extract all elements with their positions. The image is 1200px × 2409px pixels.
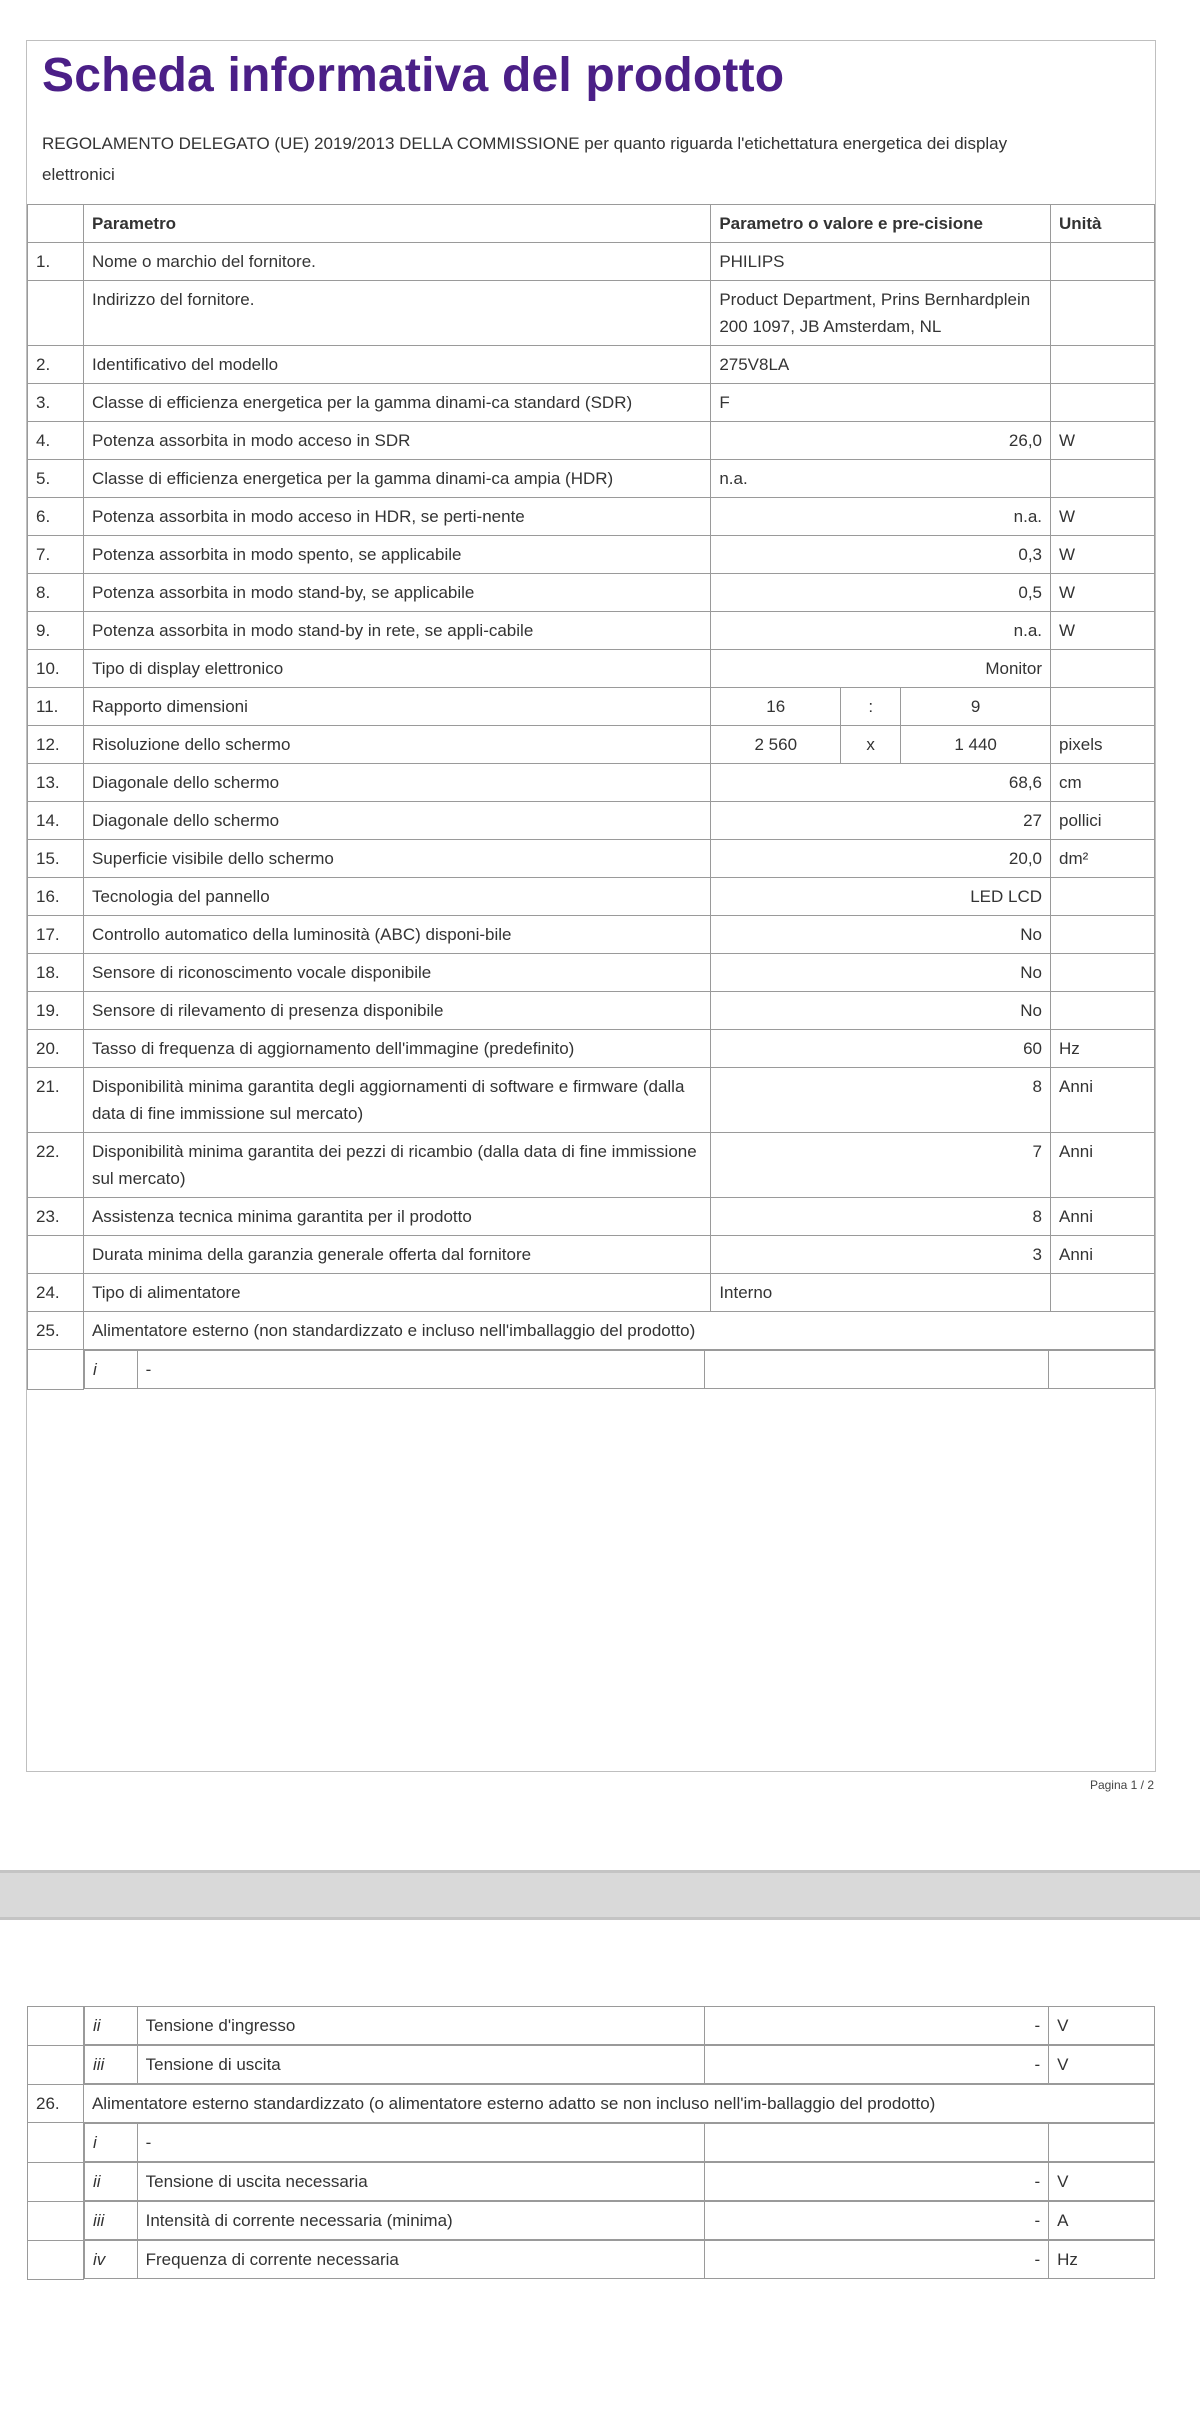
sub-row-indent — [28, 2045, 84, 2085]
sub-row-container — [83, 2201, 1154, 2240]
row-value: Interno — [711, 1274, 1051, 1312]
row-value: 26,0 — [711, 422, 1051, 460]
row-value: No — [711, 992, 1051, 1030]
sub-row-table — [84, 1350, 1155, 1389]
row-parameter: Risoluzione dello schermo — [83, 726, 710, 764]
sub-row-unit: Hz — [1049, 2241, 1154, 2279]
row-parameter: Potenza assorbita in modo spento, se applicabile — [83, 536, 710, 574]
row-unit: W — [1051, 422, 1155, 460]
row-unit: cm — [1051, 764, 1155, 802]
header-unit: Unità — [1051, 205, 1155, 243]
table-body-continued — [28, 2006, 1155, 2279]
sub-row-value: - — [704, 2007, 1048, 2045]
sub-row — [28, 1350, 1155, 1390]
row-value: 8 — [711, 1198, 1051, 1236]
sub-row-inner — [84, 2163, 1154, 2201]
row-parameter: Potenza assorbita in modo acceso in HDR, se perti-nente — [83, 498, 710, 536]
row-number: 23. — [28, 1198, 84, 1236]
row-unit — [1051, 384, 1155, 422]
table-row — [28, 281, 1155, 346]
sub-row-unit — [1049, 2124, 1154, 2162]
table-row — [28, 1274, 1155, 1312]
row-unit — [1051, 243, 1155, 281]
row-parameter: Alimentatore esterno standardizzato (o alimentatore esterno adatto se non incluso nell'im-ballaggio del prodotto) — [83, 2085, 1154, 2123]
sub-row-inner — [84, 2046, 1154, 2084]
table-row — [28, 878, 1155, 916]
row-value: Monitor — [711, 650, 1051, 688]
row-parameter: Tecnologia del pannello — [83, 878, 710, 916]
document-subtitle: REGOLAMENTO DELEGATO (UE) 2019/2013 DELLA COMMISSIONE per quanto riguarda l'etichettatura energetica dei display elettronici — [42, 134, 1008, 184]
row-number: 25. — [28, 1312, 84, 1350]
row-value-left: 2 560 — [711, 726, 841, 764]
product-info-table-continued — [27, 2006, 1155, 2280]
table-header-row — [28, 205, 1155, 243]
sub-row-unit: V — [1049, 2007, 1154, 2045]
row-number: 18. — [28, 954, 84, 992]
table-row — [28, 1236, 1155, 1274]
sub-row-container — [83, 1350, 1154, 1390]
table-row — [28, 460, 1155, 498]
sub-row-container — [83, 2240, 1154, 2279]
table-row — [28, 1030, 1155, 1068]
table-row — [28, 612, 1155, 650]
sub-row — [28, 2006, 1155, 2045]
row-value: n.a. — [711, 498, 1051, 536]
sub-row-parameter: - — [137, 1351, 704, 1389]
row-unit: W — [1051, 498, 1155, 536]
table-row — [28, 1198, 1155, 1236]
page-separator — [0, 1870, 1200, 1920]
row-parameter: Disponibilità minima garantita dei pezzi di ricambio (dalla data di fine immissione sul mercato) — [83, 1133, 710, 1198]
row-number: 1. — [28, 243, 84, 281]
sub-row-parameter: - — [137, 2124, 704, 2162]
row-parameter: Potenza assorbita in modo acceso in SDR — [83, 422, 710, 460]
row-unit: Anni — [1051, 1068, 1155, 1133]
table-row — [28, 802, 1155, 840]
row-number: 8. — [28, 574, 84, 612]
table-row — [28, 1068, 1155, 1133]
sub-row-index: ii — [84, 2007, 137, 2045]
row-number: 5. — [28, 460, 84, 498]
sub-row-index: ii — [84, 2163, 137, 2201]
row-unit — [1051, 954, 1155, 992]
row-parameter: Controllo automatico della luminosità (ABC) disponi-bile — [83, 916, 710, 954]
row-parameter: Disponibilità minima garantita degli aggiornamenti di software e firmware (dalla data di fine immissione sul mercato) — [83, 1068, 710, 1133]
row-value: LED LCD — [711, 878, 1051, 916]
row-value: 3 — [711, 1236, 1051, 1274]
row-parameter: Diagonale dello schermo — [83, 764, 710, 802]
row-number: 2. — [28, 346, 84, 384]
row-number: 4. — [28, 422, 84, 460]
header-number — [28, 205, 84, 243]
row-unit: Hz — [1051, 1030, 1155, 1068]
row-unit — [1051, 460, 1155, 498]
row-unit — [1051, 346, 1155, 384]
sub-row-table — [84, 2240, 1155, 2279]
table-row — [28, 243, 1155, 281]
sub-row-table — [84, 2201, 1155, 2240]
row-parameter: Tasso di frequenza di aggiornamento dell'immagine (predefinito) — [83, 1030, 710, 1068]
row-number: 22. — [28, 1133, 84, 1198]
row-parameter: Sensore di rilevamento di presenza disponibile — [83, 992, 710, 1030]
row-value-right: 9 — [901, 688, 1051, 726]
row-number: 17. — [28, 916, 84, 954]
row-parameter: Rapporto dimensioni — [83, 688, 710, 726]
sub-row-indent — [28, 2123, 84, 2163]
row-value: No — [711, 954, 1051, 992]
sub-row — [28, 2162, 1155, 2201]
sub-row-inner — [84, 2202, 1154, 2240]
sub-row-indent — [28, 2006, 84, 2045]
header-parameter: Parametro — [83, 205, 710, 243]
row-number: 6. — [28, 498, 84, 536]
table-row — [28, 422, 1155, 460]
page-number: Pagina 1 / 2 — [1089, 1778, 1154, 1792]
table-row — [28, 346, 1155, 384]
table-row — [28, 2085, 1155, 2123]
sub-row-index: i — [84, 2124, 137, 2162]
sub-row-index: iii — [84, 2046, 137, 2084]
row-value: 60 — [711, 1030, 1051, 1068]
sub-row-value — [704, 2124, 1048, 2162]
table-row — [28, 650, 1155, 688]
row-number: 14. — [28, 802, 84, 840]
sub-row-parameter: Tensione d'ingresso — [137, 2007, 704, 2045]
table-row — [28, 992, 1155, 1030]
row-unit — [1051, 650, 1155, 688]
sub-row-index: iii — [84, 2202, 137, 2240]
row-parameter: Potenza assorbita in modo stand-by, se applicabile — [83, 574, 710, 612]
row-number — [28, 281, 84, 346]
sub-row-value: - — [704, 2202, 1048, 2240]
sub-row-table — [84, 2045, 1155, 2084]
row-value: 0,5 — [711, 574, 1051, 612]
table-body — [28, 243, 1155, 1390]
row-value: 20,0 — [711, 840, 1051, 878]
row-parameter: Classe di efficienza energetica per la gamma dinami-ca standard (SDR) — [83, 384, 710, 422]
table-row — [28, 536, 1155, 574]
table-row — [28, 1133, 1155, 1198]
sub-row-parameter: Frequenza di corrente necessaria — [137, 2241, 704, 2279]
row-value: PHILIPS — [711, 243, 1051, 281]
sub-row-inner — [84, 1351, 1154, 1389]
row-unit: W — [1051, 612, 1155, 650]
row-parameter: Nome o marchio del fornitore. — [83, 243, 710, 281]
sub-row-unit: A — [1049, 2202, 1154, 2240]
row-value: 8 — [711, 1068, 1051, 1133]
sub-row-index: iv — [84, 2241, 137, 2279]
row-number: 7. — [28, 536, 84, 574]
sub-row-parameter: Tensione di uscita — [137, 2046, 704, 2084]
sub-row — [28, 2123, 1155, 2163]
row-parameter: Classe di efficienza energetica per la gamma dinami-ca ampia (HDR) — [83, 460, 710, 498]
sub-row-inner — [84, 2007, 1154, 2045]
sub-row-value: - — [704, 2046, 1048, 2084]
row-unit: W — [1051, 574, 1155, 612]
sub-row-index: i — [84, 1351, 137, 1389]
row-number: 3. — [28, 384, 84, 422]
table-row — [28, 840, 1155, 878]
row-number: 9. — [28, 612, 84, 650]
row-number: 15. — [28, 840, 84, 878]
table-row — [28, 764, 1155, 802]
sub-row-table — [84, 2162, 1155, 2201]
product-info-table — [27, 204, 1155, 1390]
row-parameter: Tipo di alimentatore — [83, 1274, 710, 1312]
row-number: 21. — [28, 1068, 84, 1133]
table-row — [28, 574, 1155, 612]
row-number: 26. — [28, 2085, 84, 2123]
row-parameter: Superficie visibile dello schermo — [83, 840, 710, 878]
row-parameter: Tipo di display elettronico — [83, 650, 710, 688]
sub-row-value: - — [704, 2241, 1048, 2279]
row-unit: Anni — [1051, 1198, 1155, 1236]
document-title: Scheda informativa del prodotto — [42, 49, 785, 102]
row-unit — [1051, 992, 1155, 1030]
row-unit — [1051, 878, 1155, 916]
row-value-right: 1 440 — [901, 726, 1051, 764]
sub-row-indent — [28, 1350, 84, 1390]
row-value: 7 — [711, 1133, 1051, 1198]
row-unit: W — [1051, 536, 1155, 574]
row-parameter: Sensore di riconoscimento vocale disponibile — [83, 954, 710, 992]
row-number: 20. — [28, 1030, 84, 1068]
row-parameter: Assistenza tecnica minima garantita per il prodotto — [83, 1198, 710, 1236]
row-number: 10. — [28, 650, 84, 688]
table-row — [28, 954, 1155, 992]
row-value-separator: x — [841, 726, 901, 764]
row-value: No — [711, 916, 1051, 954]
row-value-left: 16 — [711, 688, 841, 726]
row-unit: Anni — [1051, 1133, 1155, 1198]
row-number: 11. — [28, 688, 84, 726]
row-parameter: Durata minima della garanzia generale offerta dal fornitore — [83, 1236, 710, 1274]
table-row — [28, 1312, 1155, 1350]
row-number: 19. — [28, 992, 84, 1030]
sub-row-unit: V — [1049, 2046, 1154, 2084]
table-row — [28, 726, 1155, 764]
sub-row-value: - — [704, 2163, 1048, 2201]
row-number: 24. — [28, 1274, 84, 1312]
sub-row-value — [704, 1351, 1048, 1389]
row-number: 16. — [28, 878, 84, 916]
row-unit — [1051, 1274, 1155, 1312]
sub-row-indent — [28, 2201, 84, 2240]
header-value: Parametro o valore e pre-cisione — [711, 205, 1051, 243]
row-parameter: Diagonale dello schermo — [83, 802, 710, 840]
row-value: F — [711, 384, 1051, 422]
row-parameter: Indirizzo del fornitore. — [83, 281, 710, 346]
sub-row — [28, 2240, 1155, 2279]
sub-row-inner — [84, 2124, 1154, 2162]
row-value: n.a. — [711, 612, 1051, 650]
row-unit: pixels — [1051, 726, 1155, 764]
table-row — [28, 916, 1155, 954]
row-parameter: Alimentatore esterno (non standardizzato e incluso nell'imballaggio del prodotto) — [83, 1312, 1154, 1350]
sub-row-indent — [28, 2162, 84, 2201]
row-unit: Anni — [1051, 1236, 1155, 1274]
row-unit — [1051, 688, 1155, 726]
row-number: 13. — [28, 764, 84, 802]
sub-row-parameter: Tensione di uscita necessaria — [137, 2163, 704, 2201]
row-parameter: Potenza assorbita in modo stand-by in rete, se appli-cabile — [83, 612, 710, 650]
row-value: 0,3 — [711, 536, 1051, 574]
sub-row-container — [83, 2045, 1154, 2085]
sub-row-unit — [1049, 1351, 1154, 1389]
row-value: 27 — [711, 802, 1051, 840]
sub-row-container — [83, 2123, 1154, 2163]
table-row — [28, 384, 1155, 422]
table-row — [28, 498, 1155, 536]
sub-row-parameter: Intensità di corrente necessaria (minima) — [137, 2202, 704, 2240]
row-value: n.a. — [711, 460, 1051, 498]
row-number — [28, 1236, 84, 1274]
sub-row-container — [83, 2006, 1154, 2045]
row-value: 68,6 — [711, 764, 1051, 802]
row-parameter: Identificativo del modello — [83, 346, 710, 384]
sub-row-table — [84, 2006, 1155, 2045]
sub-row — [28, 2045, 1155, 2085]
row-unit — [1051, 916, 1155, 954]
row-number: 12. — [28, 726, 84, 764]
row-value-separator: : — [841, 688, 901, 726]
sub-row-indent — [28, 2240, 84, 2279]
row-unit — [1051, 281, 1155, 346]
sub-row-inner — [84, 2241, 1154, 2279]
table-row — [28, 688, 1155, 726]
row-unit: dm² — [1051, 840, 1155, 878]
row-unit: pollici — [1051, 802, 1155, 840]
sub-row-container — [83, 2162, 1154, 2201]
sub-row-table — [84, 2123, 1155, 2162]
row-value: 275V8LA — [711, 346, 1051, 384]
sub-row — [28, 2201, 1155, 2240]
row-value: Product Department, Prins Bernhardplein 200 1097, JB Amsterdam, NL — [711, 281, 1051, 346]
sub-row-unit: V — [1049, 2163, 1154, 2201]
